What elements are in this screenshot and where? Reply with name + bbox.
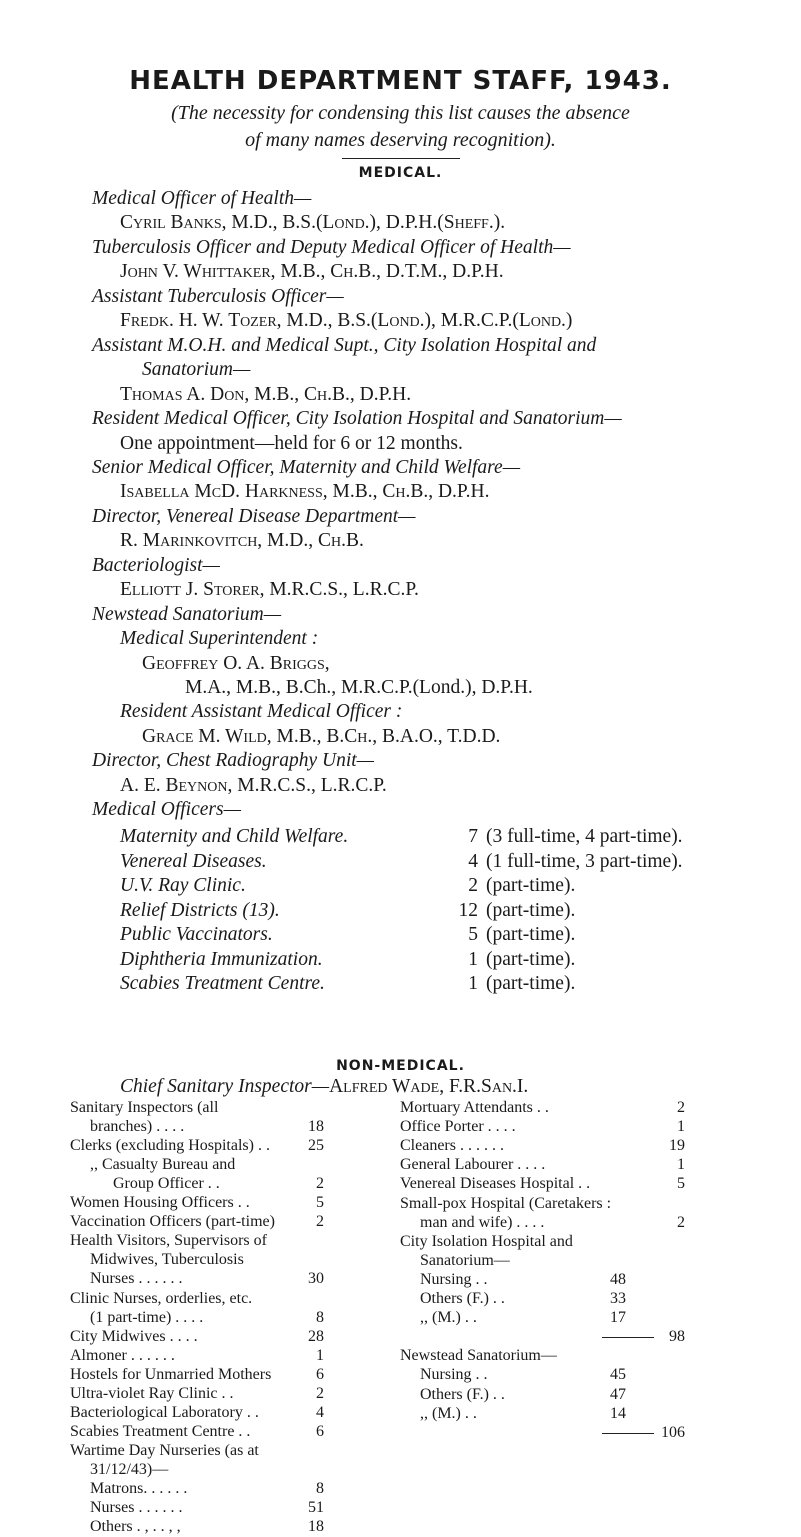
- staff-line: Senior Medical Officer, Maternity and Child Welfare—: [92, 457, 521, 478]
- officer-group-name: Diphtheria Immunization.: [120, 949, 323, 970]
- left-col-label: (1 part-time) . . . .: [90, 1309, 204, 1326]
- left-col-label: ,, Casualty Bureau and: [90, 1156, 236, 1173]
- staff-line: Isabella McD. Harkness, M.B., Ch.B., D.P.H.: [120, 481, 490, 502]
- right-col-count: 5: [677, 1175, 685, 1192]
- left-col-count: 6: [316, 1366, 324, 1383]
- officer-group-name: U.V. Ray Clinic.: [120, 875, 246, 896]
- left-col-label: Ultra-violet Ray Clinic . .: [70, 1385, 234, 1402]
- left-col-count: 2: [316, 1385, 324, 1402]
- officer-group-name: Public Vaccinators.: [120, 924, 273, 945]
- officer-group-detail: (part-time).: [486, 949, 576, 970]
- subtotal-rule: [602, 1433, 654, 1434]
- staff-line: R. Marinkovitch, M.D., Ch.B.: [120, 530, 364, 551]
- right-col-count: 1: [677, 1156, 685, 1173]
- left-col-label: Hostels for Unmarried Mothers: [70, 1366, 272, 1383]
- right-col-label: Mortuary Attendants . .: [400, 1099, 549, 1116]
- staff-line: Cyril Banks, M.D., B.S.(Lond.), D.P.H.(Sheff.).: [120, 212, 506, 233]
- officer-group-count: 4: [468, 851, 478, 872]
- left-col-label: Midwives, Tuberculosis: [90, 1251, 244, 1268]
- left-col-count: 4: [316, 1404, 324, 1421]
- right-col-subcount: 47: [610, 1386, 626, 1403]
- left-col-count: 2: [316, 1175, 324, 1192]
- left-col-label: Health Visitors, Supervisors of: [70, 1232, 267, 1249]
- staff-line: Resident Medical Officer, City Isolation Hospital and Sanatorium—: [92, 408, 622, 429]
- left-col-count: 8: [316, 1309, 324, 1326]
- right-col-subcount: 48: [610, 1271, 626, 1288]
- right-col-count: 106: [661, 1424, 685, 1441]
- chief-label: Chief Sanitary Inspector—: [120, 1076, 330, 1097]
- chief-name: Alfred Wade, F.R.San.I.: [329, 1076, 529, 1097]
- chief-inspector: [120, 1074, 528, 1100]
- left-col-count: 51: [308, 1499, 324, 1516]
- subtitle-line: (The necessity for condensing this list causes the absence: [171, 102, 630, 124]
- officer-group-name: Scabies Treatment Centre.: [120, 973, 325, 994]
- officer-group-count: 5: [468, 924, 478, 945]
- staff-line: Grace M. Wild, M.B., B.Ch., B.A.O., T.D.D.: [142, 726, 501, 747]
- right-col-count: 2: [677, 1099, 685, 1116]
- right-col-label: ,, (M.) . .: [420, 1405, 477, 1422]
- staff-line: Newstead Sanatorium—: [92, 604, 282, 625]
- left-col-label: Wartime Day Nurseries (as at: [70, 1442, 259, 1459]
- staff-line: John V. Whittaker, M.B., Ch.B., D.T.M., D.P.H.: [120, 261, 504, 282]
- right-col-label: Others (F.) . .: [420, 1386, 505, 1403]
- left-col-count: 30: [308, 1270, 324, 1287]
- left-col-label: Bacteriological Laboratory . .: [70, 1404, 259, 1421]
- officer-group-count: 7: [468, 826, 478, 847]
- left-col-label: Sanitary Inspectors (all: [70, 1099, 219, 1116]
- staff-line: M.A., M.B., B.Ch., M.R.C.P.(Lond.), D.P.H.: [185, 677, 533, 698]
- divider: [342, 158, 460, 159]
- right-col-label: ,, (M.) . .: [420, 1309, 477, 1326]
- right-col-subcount: 33: [610, 1290, 626, 1307]
- officer-group-name: Maternity and Child Welfare.: [120, 826, 349, 847]
- officer-group-detail: (1 full-time, 3 part-time).: [486, 851, 683, 872]
- non-medical-heading: NON-MEDICAL.: [336, 1058, 465, 1074]
- staff-line: Tuberculosis Officer and Deputy Medical Officer of Health—: [92, 237, 571, 258]
- officer-group-name: Relief Districts (13).: [120, 900, 280, 921]
- left-col-label: Matrons. . . . . .: [90, 1480, 188, 1497]
- left-col-count: 6: [316, 1423, 324, 1440]
- left-col-label: Clerks (excluding Hospitals) . .: [70, 1137, 270, 1154]
- left-col-count: 18: [308, 1518, 324, 1535]
- right-col-subcount: 14: [610, 1405, 626, 1422]
- left-col-label: Clinic Nurses, orderlies, etc.: [70, 1290, 253, 1307]
- subtitle: [0, 100, 801, 154]
- staff-line: Medical Officers—: [92, 799, 241, 820]
- right-col-count: 2: [677, 1214, 685, 1231]
- left-col-count: 25: [308, 1137, 324, 1154]
- staff-line: Resident Assistant Medical Officer :: [120, 701, 403, 722]
- staff-line: Assistant M.O.H. and Medical Supt., City Isolation Hospital and: [92, 335, 597, 356]
- staff-line: Fredk. H. W. Tozer, M.D., B.S.(Lond.), M.R.C.P.(Lond.): [120, 310, 573, 331]
- right-col-label: Cleaners . . . . . .: [400, 1137, 504, 1154]
- left-col-label: Vaccination Officers (part-time): [70, 1213, 275, 1230]
- right-col-label: Nursing . .: [420, 1366, 488, 1383]
- left-col-label: Group Officer . .: [113, 1175, 220, 1192]
- right-col-count: 19: [669, 1137, 685, 1154]
- right-col-count: 1: [677, 1118, 685, 1135]
- staff-line: One appointment—held for 6 or 12 months.: [120, 433, 463, 454]
- left-col-label: Nurses . . . . . .: [90, 1270, 183, 1287]
- officer-group-detail: (3 full-time, 4 part-time).: [486, 826, 683, 847]
- right-col-label: General Labourer . . . .: [400, 1156, 546, 1173]
- right-col-count: 98: [669, 1328, 685, 1345]
- left-col-label: branches) . . . .: [90, 1118, 185, 1135]
- right-col-label: Venereal Diseases Hospital . .: [400, 1175, 591, 1192]
- staff-line: Assistant Tuberculosis Officer—: [92, 286, 344, 307]
- right-col-label: Sanatorium—: [420, 1252, 510, 1269]
- staff-line: Sanatorium—: [142, 359, 251, 380]
- page-title: HEALTH DEPARTMENT STAFF, 1943.: [129, 66, 672, 96]
- staff-line: Director, Chest Radiography Unit—: [92, 750, 375, 771]
- left-col-count: 5: [316, 1194, 324, 1211]
- staff-line: Medical Superintendent :: [120, 628, 319, 649]
- left-col-label: City Midwives . . . .: [70, 1328, 198, 1345]
- staff-line: Geoffrey O. A. Briggs,: [142, 653, 330, 674]
- right-col-label: Nursing . .: [420, 1271, 488, 1288]
- staff-line: A. E. Beynon, M.R.C.S., L.R.C.P.: [120, 775, 387, 796]
- left-col-count: 28: [308, 1328, 324, 1345]
- subtitle-line: of many names deserving recognition).: [245, 129, 556, 151]
- left-col-label: 31/12/43)—: [90, 1461, 169, 1478]
- officer-group-name: Venereal Diseases.: [120, 851, 267, 872]
- medical-heading: MEDICAL.: [358, 165, 443, 181]
- left-col-label: Women Housing Officers . .: [70, 1194, 250, 1211]
- right-col-label: man and wife) . . . .: [420, 1214, 545, 1231]
- left-col-label: Scabies Treatment Centre . .: [70, 1423, 251, 1440]
- staff-line: Thomas A. Don, M.B., Ch.B., D.P.H.: [120, 384, 412, 405]
- right-col-label: Others (F.) . .: [420, 1290, 505, 1307]
- right-col-label: Small-pox Hospital (Caretakers :: [400, 1195, 612, 1212]
- right-col-subcount: 17: [610, 1309, 626, 1326]
- left-col-count: 18: [308, 1118, 324, 1135]
- right-col-label: City Isolation Hospital and: [400, 1233, 573, 1250]
- officer-group-detail: (part-time).: [486, 900, 576, 921]
- officer-group-detail: (part-time).: [486, 973, 576, 994]
- left-col-label: Others . , . . , ,: [90, 1518, 181, 1535]
- officer-group-count: 12: [458, 900, 478, 921]
- staff-line: Elliott J. Storer, M.R.C.S., L.R.C.P.: [120, 579, 419, 600]
- staff-line: Bacteriologist—: [92, 555, 220, 576]
- right-col-subcount: 45: [610, 1366, 626, 1383]
- left-col-count: 1: [316, 1347, 324, 1364]
- right-col-label: Office Porter . . . .: [400, 1118, 516, 1135]
- left-col-count: 2: [316, 1213, 324, 1230]
- staff-line: Director, Venereal Disease Department—: [92, 506, 416, 527]
- subtotal-rule: [602, 1337, 654, 1338]
- officer-group-detail: (part-time).: [486, 924, 576, 945]
- officer-group-count: 1: [468, 949, 478, 970]
- right-col-label: Newstead Sanatorium—: [400, 1347, 557, 1364]
- left-col-label: Almoner . . . . . .: [70, 1347, 175, 1364]
- left-col-label: Nurses . . . . . .: [90, 1499, 183, 1516]
- officer-group-count: 2: [468, 875, 478, 896]
- staff-line: Medical Officer of Health—: [92, 188, 312, 209]
- left-col-count: 8: [316, 1480, 324, 1497]
- officer-group-count: 1: [468, 973, 478, 994]
- officer-group-detail: (part-time).: [486, 875, 576, 896]
